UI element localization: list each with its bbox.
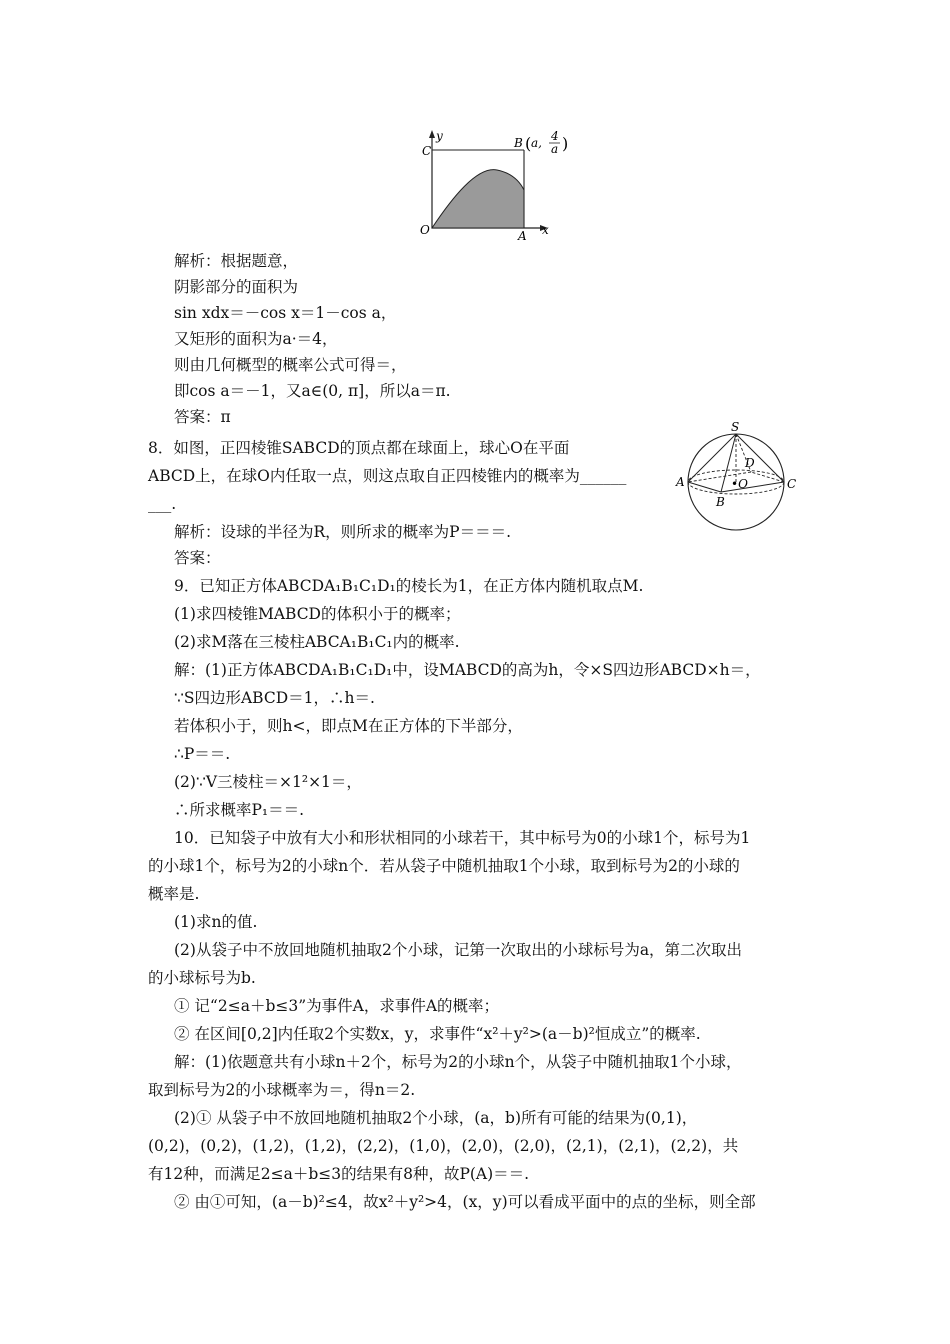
point-b-label: B	[716, 495, 725, 509]
point-b-a: a,	[531, 136, 542, 150]
point-c-label: C	[422, 144, 432, 158]
problem-10-line-1: 10．已知袋子中放有大小和形状相同的小球若干，其中标号为0的小球1个，标号为1	[174, 829, 751, 847]
point-s-label: S	[731, 420, 740, 434]
point-c-label: C	[787, 477, 797, 491]
problem-8-line-3: ___.	[148, 495, 177, 513]
solution-9-line-3: 若体积小于，则h<，即点M在正方体的下半部分，	[174, 717, 523, 735]
point-b-num: 4	[551, 129, 559, 143]
problem-10-line-5: (2)从袋子中不放回地随机抽取2个小球，记第一次取出的小球标号为a，第二次取出	[174, 941, 743, 959]
point-a-label: A	[676, 475, 685, 489]
solution-8-line: 解析：设球的半径为R，则所求的概率为P＝＝＝.	[174, 523, 512, 541]
solution-line-1: 解析：根据题意，	[174, 252, 299, 270]
solution-10-line-5: 有12种，而满足2≤a＋b≤3的结果有8种，故P(A)＝＝.	[148, 1165, 530, 1183]
solution-9-line-1: 解：(1)正方体ABCDA₁B₁C₁D₁中，设MABCD的高为h，令×S四边形ABCD×h＝，	[174, 661, 761, 679]
problem-9-line-1: 9．已知正方体ABCDA₁B₁C₁D₁的棱长为1，在正方体内随机取点M.	[174, 577, 644, 595]
point-a-label: A	[518, 229, 527, 240]
solution-9-line-6: ∴所求概率P₁＝＝.	[174, 801, 305, 819]
problem-10-line-2: 的小球1个，标号为2的小球n个．若从袋子中随机抽取1个小球，取到标号为2的小球的	[148, 857, 740, 875]
point-b-den: a	[551, 142, 559, 156]
solution-10-line-1: 解：(1)依题意共有小球n＋2个，标号为2的小球n个，从袋子中随机抽取1个小球，	[174, 1053, 742, 1071]
origin-label: O	[420, 223, 430, 237]
problem-10-line-4: (1)求n的值.	[174, 913, 258, 931]
problem-10-line-3: 概率是.	[148, 885, 200, 903]
sphere-pyramid-figure	[673, 420, 803, 532]
svg-text:): )	[562, 134, 569, 153]
point-d-label: D	[745, 456, 755, 470]
problem-10-line-7: ① 记“2≤a＋b≤3”为事件A，求事件A的概率；	[174, 997, 500, 1015]
problem-9-line-3: (2)求M落在三棱柱ABCA₁B₁C₁内的概率.	[174, 633, 460, 651]
solution-10-line-6: ② 由①可知，(a－b)²≤4，故x²＋y²>4，(x，y)可以看成平面中的点的坐标，则全部	[174, 1193, 756, 1211]
solution-9-line-5: (2)∵V三棱柱＝×1²×1＝，	[174, 773, 362, 791]
solution-9-line-2: ∵S四边形ABCD＝1，∴h＝.	[174, 689, 375, 707]
problem-8-line-2: ABCD上，在球O内任取一点，则这点取自正四棱锥内的概率为______	[148, 467, 627, 485]
problem-10-line-6: 的小球标号为b.	[148, 969, 256, 987]
solution-10-line-3: (2)① 从袋子中不放回地随机抽取2个小球，(a，b)所有可能的结果为(0,1)，	[174, 1109, 698, 1127]
y-axis-label: y	[436, 129, 443, 143]
answer-8-line: 答案：	[174, 549, 221, 567]
problem-9-line-2: (1)求四棱锥MABCD的体积小于的概率；	[174, 605, 461, 623]
solution-line-6: 即cos a＝－1，又a∈(0, π]，所以a＝π.	[174, 382, 451, 400]
point-b-label: B	[514, 136, 523, 150]
solution-9-line-4: ∴P＝＝.	[174, 745, 231, 763]
solution-line-3: sin xdx＝－cos x＝1－cos a，	[174, 304, 397, 322]
problem-8-line-1: 8．如图，正四棱锥SABCD的顶点都在球面上，球心O在平面	[148, 439, 570, 457]
solution-line-4: 又矩形的面积为a·＝4，	[174, 330, 338, 348]
svg-text:(: (	[525, 134, 532, 153]
answer-line: 答案：π	[174, 408, 231, 426]
problem-10-line-8: ② 在区间[0,2]内任取2个实数x，y，求事件“x²＋y²>(a－b)²恒成立”的概率.	[174, 1025, 701, 1043]
sine-area-figure	[412, 128, 587, 240]
solution-line-5: 则由几何概型的概率公式可得＝，	[174, 356, 407, 374]
x-axis-label: x	[542, 223, 549, 237]
solution-10-line-4: (0,2)，(0,2)，(1,2)，(1,2)，(2,2)，(1,0)，(2,0)，(2,0)，(2,1)，(2,1)，(2,2)，共	[148, 1137, 739, 1155]
center-o-label: •O	[731, 477, 748, 491]
solution-10-line-2: 取到标号为2的小球概率为＝，得n＝2.	[148, 1081, 416, 1099]
solution-line-2: 阴影部分的面积为	[174, 278, 299, 296]
